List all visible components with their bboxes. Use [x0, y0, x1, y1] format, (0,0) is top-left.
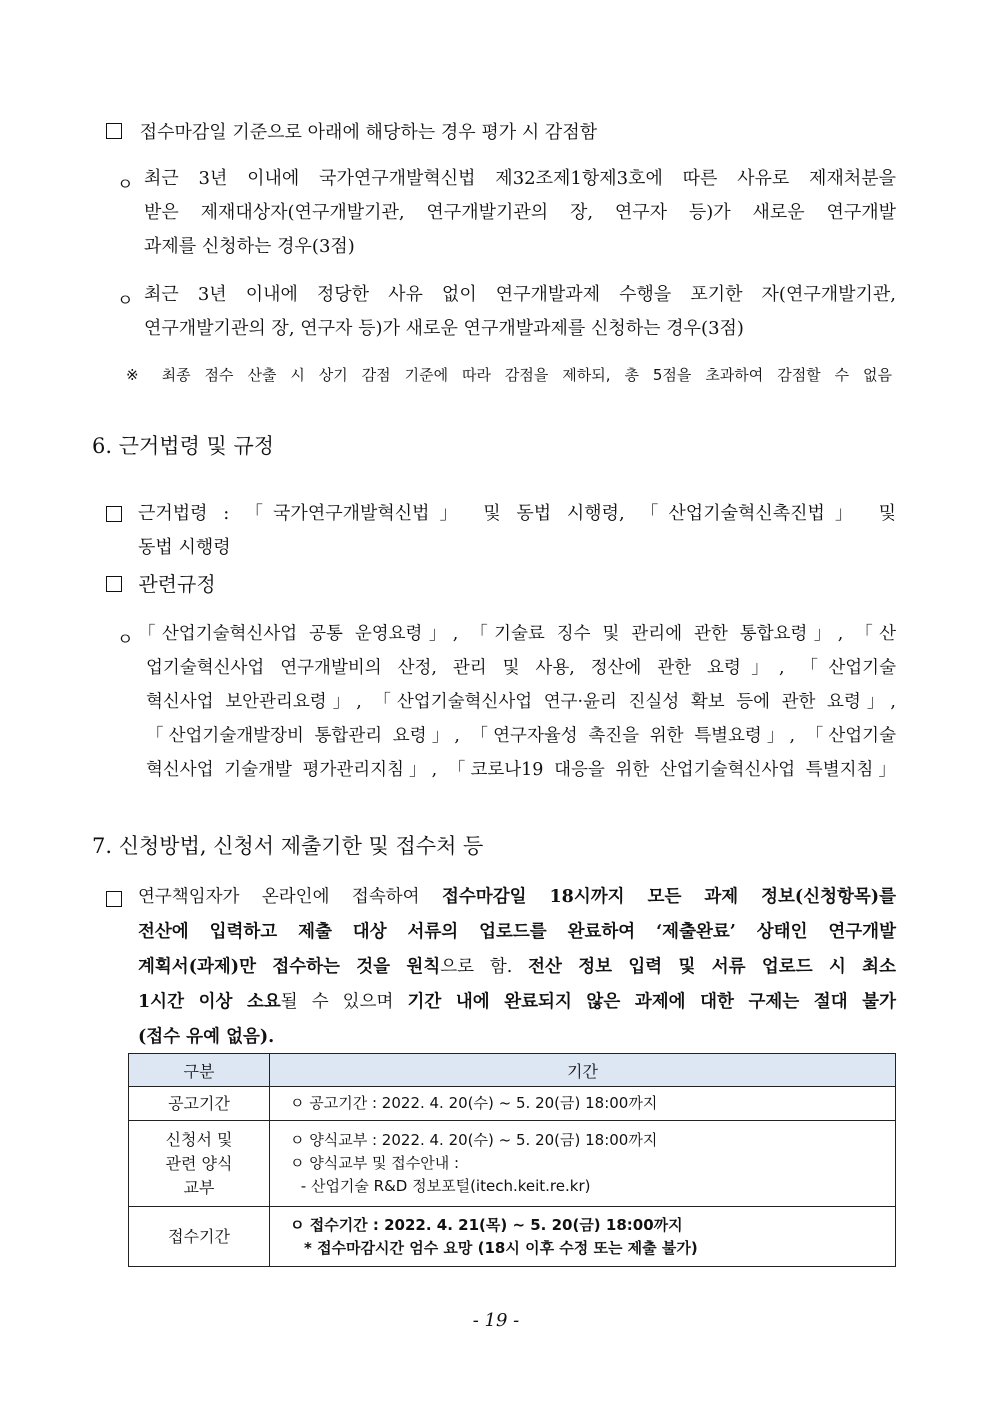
text-normal: 될 수 있으며 [280, 992, 408, 1012]
deduction-heading: 접수마감일 기준으로 아래에 해당하는 경우 평가 시 감점함 [139, 122, 598, 143]
row-label: 공고기간 [129, 1087, 270, 1121]
row-value: ㅇ 공고기간 : 2022. 4. 20(수) ~ 5. 20(금) 18:00까지 [270, 1087, 896, 1121]
schedule-table [128, 1053, 896, 1267]
deduction-item-1 [144, 162, 896, 264]
circle-bullet-icon: ㅇ [117, 175, 134, 195]
application-method [138, 880, 896, 1055]
section-7-title: 7. 신청방법, 신청서 제출기한 및 접수처 등 [92, 834, 484, 858]
row-label: 접수기간 [129, 1207, 270, 1267]
text-bold: 전산에 입력하고 제출 대상 서류의 업로드를 완료하여 ‘제출완료’ 상태인 연구개발 [138, 922, 896, 942]
circle-bullet-icon: ㅇ [117, 630, 134, 650]
page-number: - 19 - [472, 1310, 520, 1331]
row-label [129, 1121, 270, 1207]
text-line: 업기술혁신사업 연구개발비의 산정, 관리 및 사용, 정산에 관한 요령」, 「산업기술 [146, 658, 896, 678]
table-row [129, 1087, 896, 1121]
table-header-period: 기간 [270, 1054, 896, 1087]
section-6-title: 6. 근거법령 및 규정 [92, 434, 275, 458]
rules-heading-row [106, 568, 216, 597]
value-line: ㅇ 접수기간 : 2022. 4. 21(목) ~ 5. 20(금) 18:00까지 [290, 1215, 683, 1234]
text-line [138, 950, 896, 985]
law-basis [138, 497, 896, 565]
checkbox-square-icon [106, 891, 122, 907]
row-value [270, 1121, 896, 1207]
text-line [138, 985, 896, 1020]
checkbox-square-icon [106, 123, 122, 139]
table-header-row [129, 1054, 896, 1087]
value-line: ㅇ 양식교부 및 접수안내 : [290, 1154, 460, 1172]
text-bold: 기간 내에 완료되지 않은 과제에 대한 구제는 절대 불가 [407, 992, 896, 1012]
text-line [138, 915, 896, 950]
text-line: 최근 3년 이내에 국가연구개발혁신법 제32조제1항제3호에 따른 사유로 제재처분을 [144, 168, 896, 189]
deduction-item-2 [144, 278, 896, 346]
circle-bullet-icon: ㅇ [117, 291, 134, 311]
text-line: 근거법령 : 「국가연구개발혁신법」 및 동법 시행령, 「산업기술혁신촉진법」 및 [138, 503, 896, 524]
value-line: * 접수마감시간 엄수 요망 (18시 이후 수정 또는 제출 불가) [304, 1238, 698, 1257]
text-line [138, 880, 896, 915]
text-line: 최근 3년 이내에 정당한 사유 없이 연구개발과제 수행을 포기한 자(연구개발기관, [144, 284, 896, 305]
text-line: 받은 제재대상자(연구개발기관, 연구개발기관의 장, 연구자 등)가 새로운 연구개발 [144, 202, 896, 223]
checkbox-square-icon [106, 506, 122, 522]
text-line: 동법 시행령 [138, 537, 231, 558]
text-line [138, 1020, 896, 1055]
rules-heading: 관련규정 [138, 572, 216, 596]
text-normal: 으로 함. [440, 957, 529, 977]
text-bold: (접수 유예 없음). [138, 1027, 275, 1047]
text-bold: 접수마감일 18시까지 모든 과제 정보(신청항목)를 [442, 887, 896, 907]
text-bold: 1시간 이상 소요 [138, 992, 281, 1012]
value-line: ㅇ 양식교부 : 2022. 4. 20(수) ~ 5. 20(금) 18:00까지 [290, 1131, 658, 1149]
table-row [129, 1207, 896, 1267]
checkbox-square-icon [106, 576, 122, 592]
label-line: 교부 [183, 1177, 215, 1197]
label-line: 신청서 및 [165, 1129, 233, 1149]
text-line: 혁신사업 기술개발 평가관리지침」, 「코로나19 대응을 위한 산업기술혁신사업 특별지침」 [146, 760, 896, 780]
text-bold: 계획서(과제)만 접수하는 것을 원칙 [138, 957, 441, 977]
row-value [270, 1207, 896, 1267]
text-line: 혁신사업 보안관리요령」, 「산업기술혁신사업 연구·윤리 진실성 확보 등에 관한 요령」, [146, 692, 896, 712]
label-line: 관련 양식 [165, 1153, 233, 1173]
portal-link[interactable]: - 산업기술 R&D 정보포털(itech.keit.re.kr) [296, 1177, 591, 1195]
text-line: 과제를 신청하는 경우(3점) [144, 236, 355, 257]
deduction-note: ※ 최종 점수 산출 시 상기 감점 기준에 따라 감점을 제하되, 총 5점을 초과하여 감점할 수 없음 [126, 366, 892, 384]
table-header-category: 구분 [129, 1054, 270, 1087]
text-normal: 연구책임자가 온라인에 접속하여 [138, 887, 442, 907]
deduction-heading-row [106, 118, 597, 144]
text-line: 「산업기술혁신사업 공통 운영요령」, 「기술료 징수 및 관리에 관한 통합요령」, 「산 [138, 624, 896, 644]
text-bold: 전산 정보 입력 및 서류 업로드 시 최소 [528, 957, 896, 977]
table-row [129, 1121, 896, 1207]
text-line: 「산업기술개발장비 통합관리 요령」, 「연구자율성 촉진을 위한 특별요령」, 「산업기술 [146, 726, 896, 746]
text-line: 연구개발기관의 장, 연구자 등)가 새로운 연구개발과제를 신청하는 경우(3점) [144, 318, 744, 339]
related-rules [138, 617, 896, 787]
